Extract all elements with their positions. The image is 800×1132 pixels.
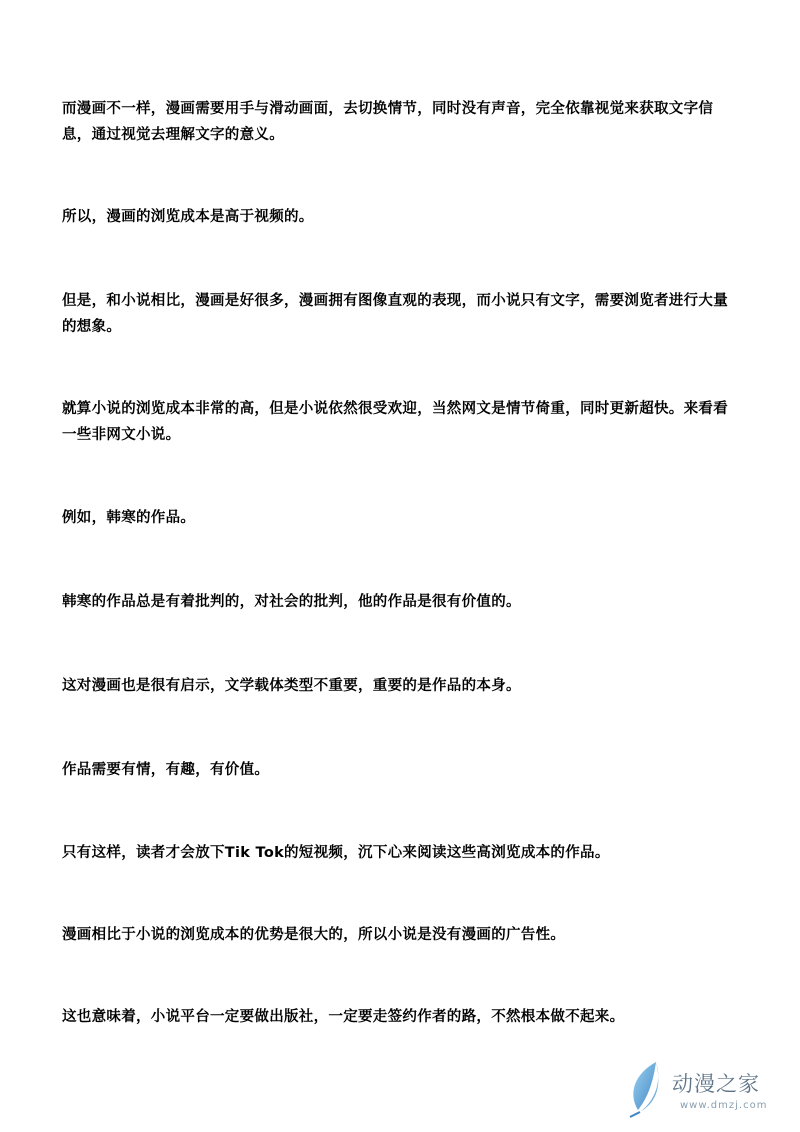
paragraph-5: 例如，韩寒的作品。: [62, 510, 196, 526]
paragraph-4: 就算小说的浏览成本非常的高，但是小说依然很受欢迎，当然网文是情节倚重，同时更新超快。来看看一些非网文小说。: [62, 401, 728, 443]
watermark-url: www.dmzj.com: [680, 1100, 768, 1111]
watermark-name: 动漫之家: [672, 1072, 760, 1096]
paragraph-3: 但是，和小说相比，漫画是好很多，漫画拥有图像直观的表现，而小说只有文字，需要浏览者进行大量的想象。: [62, 293, 728, 335]
paragraph-6: 韩寒的作品总是有着批判的，对社会的批判，他的作品是很有价值的。: [62, 594, 521, 610]
leaf-logo-icon: [626, 1060, 670, 1118]
paragraph-2: 所以，漫画的浏览成本是高于视频的。: [62, 209, 314, 225]
paragraph-11: 这也意味着，小说平台一定要做出版社，一定要走签约作者的路，不然根本做不起来。: [62, 1009, 625, 1025]
paragraph-1: 而漫画不一样，漫画需要用手与滑动画面，去切换情节，同时没有声音，完全依靠视觉来获取文字信息，通过视觉去理解文字的意义。: [62, 101, 714, 143]
dmzj-watermark: [626, 1060, 786, 1120]
paragraph-8: 作品需要有情，有趣，有价值。: [62, 762, 270, 778]
paragraph-10: 漫画相比于小说的浏览成本的优势是很大的，所以小说是没有漫画的广告性。: [62, 927, 566, 943]
paragraph-7: 这对漫画也是很有启示，文学载体类型不重要，重要的是作品的本身。: [62, 678, 521, 694]
paragraph-9: 只有这样，读者才会放下Tik Tok的短视频，沉下心来阅读这些高浏览成本的作品。: [62, 845, 610, 861]
